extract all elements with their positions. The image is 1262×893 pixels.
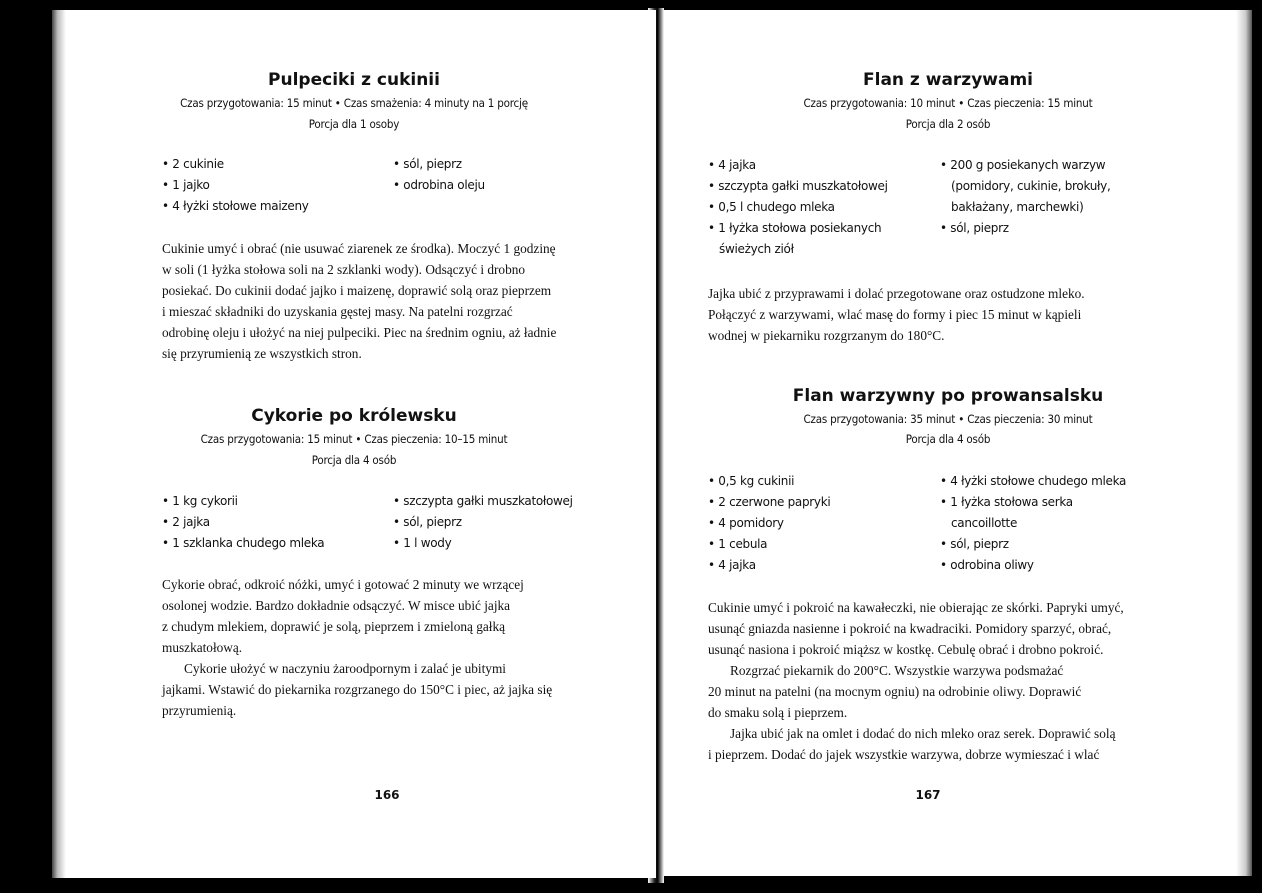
recipe-instructions (162, 574, 602, 721)
ingredient: • 2 czerwone papryki (708, 495, 831, 509)
ingredient: bakłażany, marchewki) (951, 200, 1084, 214)
ingredient: • 4 jajka (708, 558, 756, 572)
ingredient: • sól, pieprz (940, 221, 1009, 235)
text-line: usunąć nasiona i pokroić miąższ w kostkę. Cebulę obrać i drobno pokroić. (708, 642, 1104, 657)
recipe-meta: Czas przygotowania: 35 minut • Czas pieczenia: 30 minut (803, 412, 1093, 426)
ingredient: • 4 łyżki stołowe chudego mleka (940, 474, 1127, 488)
text-line: Jajka ubić z przyprawami i dolać przegotowane oraz ostudzone mleko. (708, 286, 1085, 301)
ingredient: (pomidory, cukinie, brokuły, (951, 179, 1111, 193)
text-line: posiekać. Do cukinii dodać jajko i maizenę, doprawić solą oraz pieprzem (162, 283, 552, 298)
recipe-title: Cykorie po królewsku (251, 406, 457, 426)
text-line: z chudym mlekiem, doprawić je solą, pieprzem i zmieloną gałką (162, 619, 506, 634)
recipe-instructions (708, 283, 1158, 346)
text-line: przyrumienią. (162, 703, 237, 718)
ingredient: • 2 cukinie (162, 157, 224, 171)
ingredient: • 0,5 kg cukinii (708, 474, 795, 488)
recipe-meta: Czas przygotowania: 15 minut • Czas smażenia: 4 minuty na 1 porcję (180, 96, 528, 110)
recipe-instructions (162, 238, 602, 364)
text-line: Połączyć z warzywami, wlać masę do formy i piec 15 minut w kąpieli (708, 307, 1082, 322)
right-page (664, 10, 1252, 876)
ingredient: cancoillotte (951, 516, 1018, 530)
ingredient: świeżych ziół (719, 242, 794, 256)
text-line: wodnej w piekarniku rozgrzanym do 180°C. (708, 328, 945, 343)
recipe-meta: Czas przygotowania: 15 minut • Czas pieczenia: 10–15 minut (200, 432, 508, 446)
text-line: 20 minut na patelni (na mocnym ogniu) na odrobinie oliwy. Doprawić (708, 684, 1082, 699)
ingredient: • 4 jajka (708, 158, 756, 172)
ingredient: • 1 jajko (162, 178, 210, 192)
ingredient: • 200 g posiekanych warzyw (940, 158, 1106, 172)
ingredients-col-1 (708, 471, 830, 576)
ingredient: • sól, pieprz (393, 515, 462, 529)
ingredient: • odrobina oliwy (940, 558, 1034, 572)
page-number: 167 (915, 788, 941, 802)
text-line: muszkatołową. (162, 640, 243, 655)
ingredient: • 4 łyżki stołowe maizeny (162, 199, 309, 213)
recipe-meta: Czas przygotowania: 10 minut • Czas pieczenia: 15 minut (803, 96, 1093, 110)
recipe-portion: Porcja dla 4 osób (311, 453, 397, 467)
text-line: Cykorie obrać, odkroić nóżki, umyć i gotować 2 minuty we wrzącej (162, 577, 524, 592)
ingredient: • 0,5 l chudego mleka (708, 200, 835, 214)
ingredient: • 1 l wody (393, 536, 452, 550)
ingredient: • 2 jajka (162, 515, 210, 529)
recipe-portion: Porcja dla 4 osób (905, 432, 991, 446)
recipe-title: Flan z warzywami (863, 70, 1033, 90)
text-line: Cukinie umyć i pokroić na kawałeczki, nie obierając ze skórki. Papryki umyć, (708, 600, 1124, 615)
text-line: usunąć gniazda nasienne i pokroić na kwadraciki. Pomidory sparzyć, obrać, (708, 621, 1112, 636)
ingredient: • sól, pieprz (393, 157, 462, 171)
ingredient: • odrobina oleju (393, 178, 485, 192)
text-line: osolonej wodzie. Bardzo dokładnie odsączyć. W misce ubić jajka (162, 598, 511, 613)
text-line: w soli (1 łyżka stołowa soli na 2 szklanki wody). Odsączyć i drobno (162, 262, 526, 277)
text-line: do smaku solą i pieprzem. (708, 705, 848, 720)
text-line: jajkami. Wstawić do piekarnika rozgrzanego do 150°C i piec, aż jajka się (162, 682, 553, 697)
recipe-title: Flan warzywny po prowansalsku (792, 386, 1104, 406)
page-number: 166 (374, 788, 400, 802)
ingredient: • 1 szklanka chudego mleka (162, 536, 325, 550)
ingredients-col-1 (708, 155, 888, 260)
ingredient: • 4 pomidory (708, 516, 784, 530)
ingredient: • sól, pieprz (940, 537, 1009, 551)
text-line: odrobinę oleju i ułożyć na niej pulpeciki. Piec na średnim ogniu, aż ładnie (162, 325, 557, 340)
ingredients-col-1 (162, 154, 309, 217)
ingredient: • 1 łyżka stołowa posiekanych (708, 221, 882, 235)
ingredients-col-2 (940, 155, 1110, 239)
ingredient: • szczypta gałki muszkatołowej (393, 494, 573, 508)
recipe-portion: Porcja dla 1 osoby (308, 117, 400, 131)
text-line: Jajka ubić jak na omlet i dodać do nich mleko oraz serek. Doprawić solą (730, 726, 1116, 741)
text-line: i pieprzem. Dodać do jajek wszystkie warzywa, dobrze wymieszać i wlać (708, 747, 1100, 762)
ingredients-col-2 (940, 471, 1126, 576)
ingredients-col-2 (393, 491, 573, 554)
ingredient: • 1 łyżka stołowa serka (940, 495, 1073, 509)
text-line: Cykorie ułożyć w naczyniu żaroodpornym i zalać je ubitymi (184, 661, 506, 676)
ingredient: • 1 kg cykorii (162, 494, 238, 508)
text-line: się przyrumienią ze wszystkich stron. (162, 346, 362, 361)
ingredients-col-1 (162, 491, 324, 554)
ingredients-col-2 (393, 154, 485, 196)
left-page (52, 10, 656, 878)
text-line: Rozgrzać piekarnik do 200°C. Wszystkie warzywa podsmażać (730, 663, 1064, 678)
scan-shadow (1236, 10, 1252, 876)
ingredient: • szczypta gałki muszkatołowej (708, 179, 888, 193)
ingredient: • 1 cebula (708, 537, 768, 551)
text-line: i mieszać składniki do uzyskania gęstej masy. Na patelni rozgrzać (162, 304, 513, 319)
recipe-instructions (708, 597, 1158, 765)
recipe-title: Pulpeciki z cukinii (268, 70, 440, 90)
recipe-portion: Porcja dla 2 osób (905, 117, 991, 131)
text-line: Cukinie umyć i obrać (nie usuwać ziarenek ze środka). Moczyć 1 godzinę (162, 241, 556, 256)
